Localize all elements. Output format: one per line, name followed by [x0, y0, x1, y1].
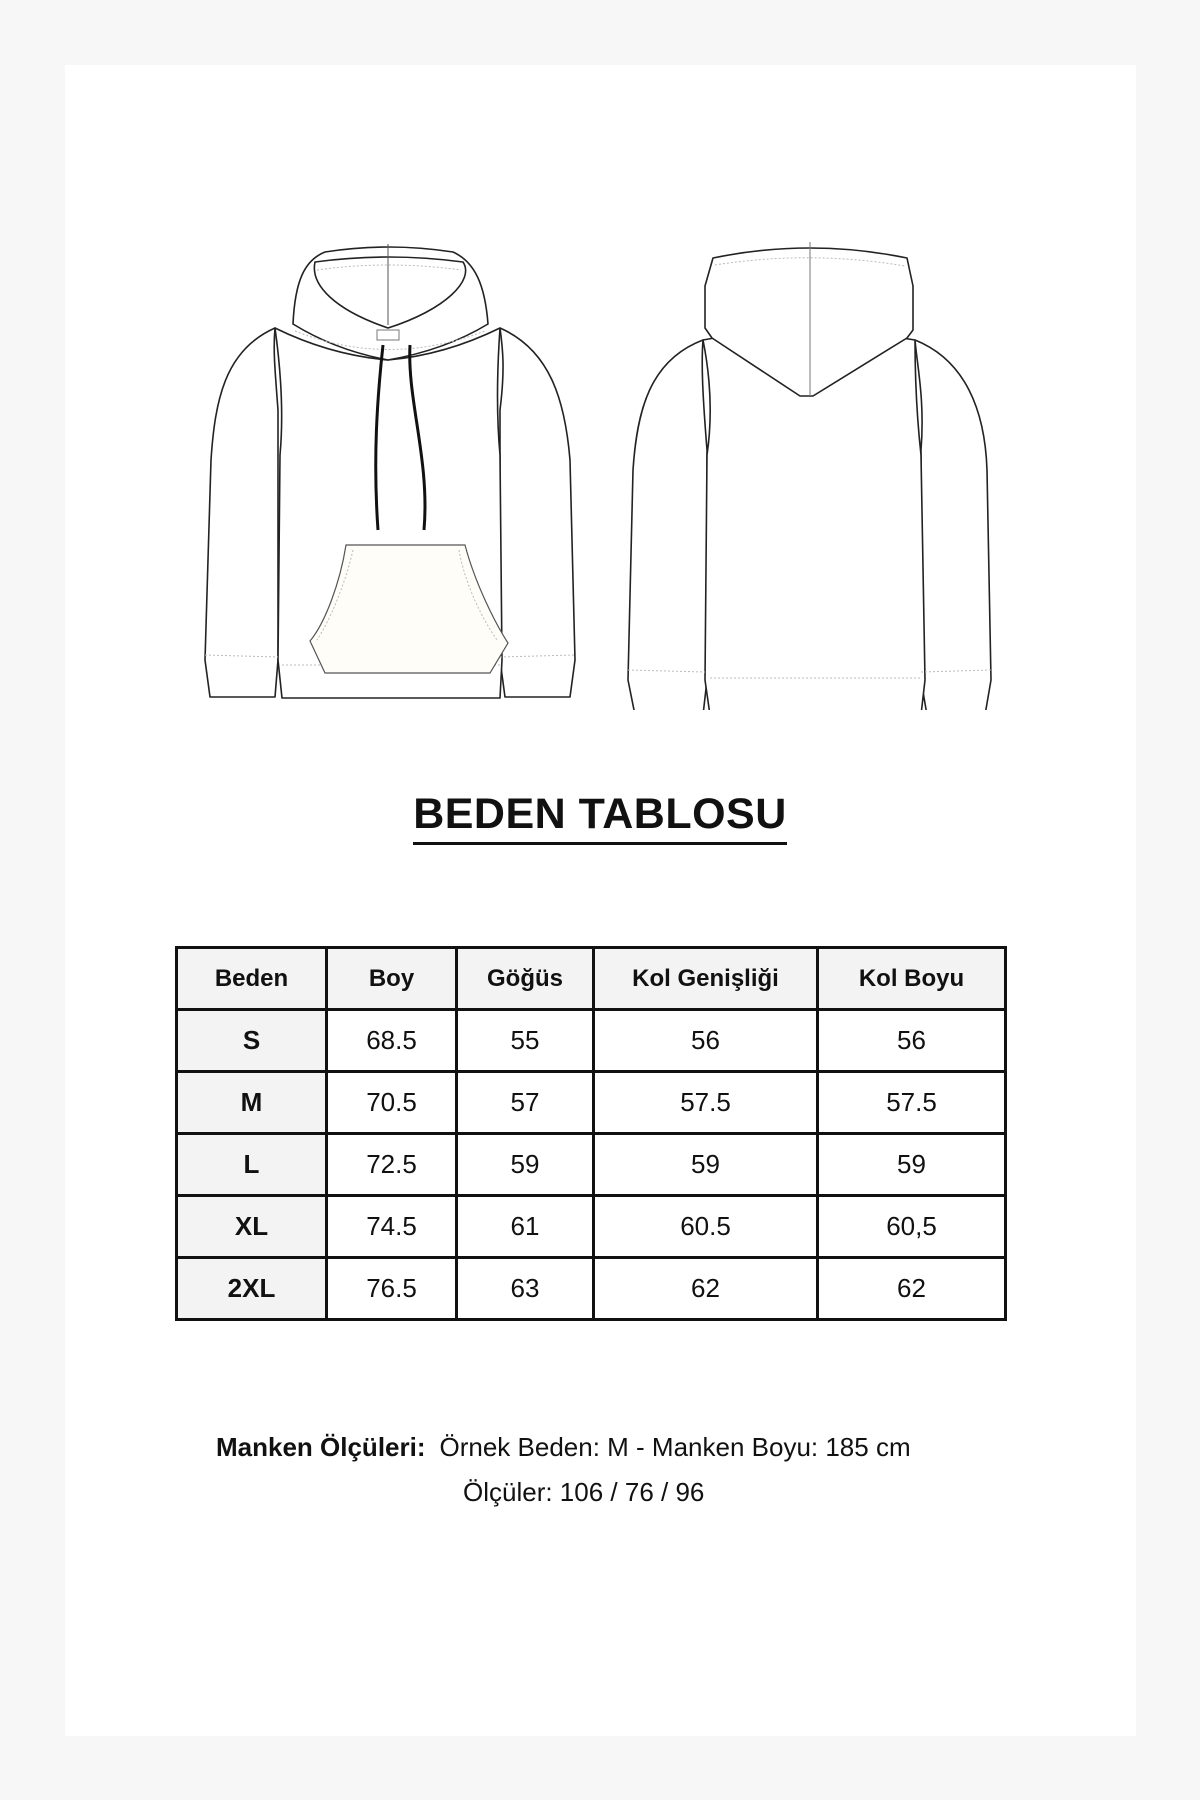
size-cell: 2XL [177, 1258, 327, 1320]
boy-cell: 68.5 [327, 1010, 457, 1072]
gogus-cell: 59 [457, 1134, 594, 1196]
boy-cell: 76.5 [327, 1258, 457, 1320]
hoodie-back-illustration [555, 200, 995, 710]
kol-genisligi-cell: 56 [594, 1010, 818, 1072]
header-kol-boyu: Kol Boyu [818, 948, 1006, 1010]
size-cell: L [177, 1134, 327, 1196]
gogus-cell: 57 [457, 1072, 594, 1134]
kol-genisligi-cell: 60.5 [594, 1196, 818, 1258]
table-row [177, 1072, 1006, 1134]
boy-cell: 70.5 [327, 1072, 457, 1134]
model-body-measurements: Ölçüler: 106 / 76 / 96 [463, 1477, 705, 1507]
model-measurements-line-1 [216, 1432, 911, 1463]
gogus-cell: 61 [457, 1196, 594, 1258]
kol-boyu-cell: 60,5 [818, 1196, 1006, 1258]
boy-cell: 74.5 [327, 1196, 457, 1258]
table-row [177, 1258, 1006, 1320]
kol-boyu-cell: 59 [818, 1134, 1006, 1196]
header-beden: Beden [177, 948, 327, 1010]
title-text: BEDEN TABLOSU [413, 792, 787, 845]
kol-genisligi-cell: 62 [594, 1258, 818, 1320]
hoodie-front-illustration [145, 200, 585, 710]
size-cell: S [177, 1010, 327, 1072]
header-kol-genisligi: Kol Genişliği [594, 948, 818, 1010]
hoodie-back-icon [555, 200, 995, 710]
header-boy: Boy [327, 948, 457, 1010]
model-sample-size-and-height: Örnek Beden: M - Manken Boyu: 185 cm [439, 1432, 911, 1462]
size-table [175, 946, 1007, 1321]
size-chart-title [0, 792, 1200, 845]
boy-cell: 72.5 [327, 1134, 457, 1196]
table-row [177, 1134, 1006, 1196]
table-header-row [177, 948, 1006, 1010]
hoodie-front-icon [145, 200, 585, 710]
table-row [177, 1196, 1006, 1258]
gogus-cell: 55 [457, 1010, 594, 1072]
kol-genisligi-cell: 59 [594, 1134, 818, 1196]
kol-genisligi-cell: 57.5 [594, 1072, 818, 1134]
gogus-cell: 63 [457, 1258, 594, 1320]
table-row [177, 1010, 1006, 1072]
model-measurements-label: Manken Ölçüleri: [216, 1432, 426, 1462]
header-gogus: Göğüs [457, 948, 594, 1010]
size-cell: XL [177, 1196, 327, 1258]
kol-boyu-cell: 56 [818, 1010, 1006, 1072]
kol-boyu-cell: 57.5 [818, 1072, 1006, 1134]
size-cell: M [177, 1072, 327, 1134]
kol-boyu-cell: 62 [818, 1258, 1006, 1320]
